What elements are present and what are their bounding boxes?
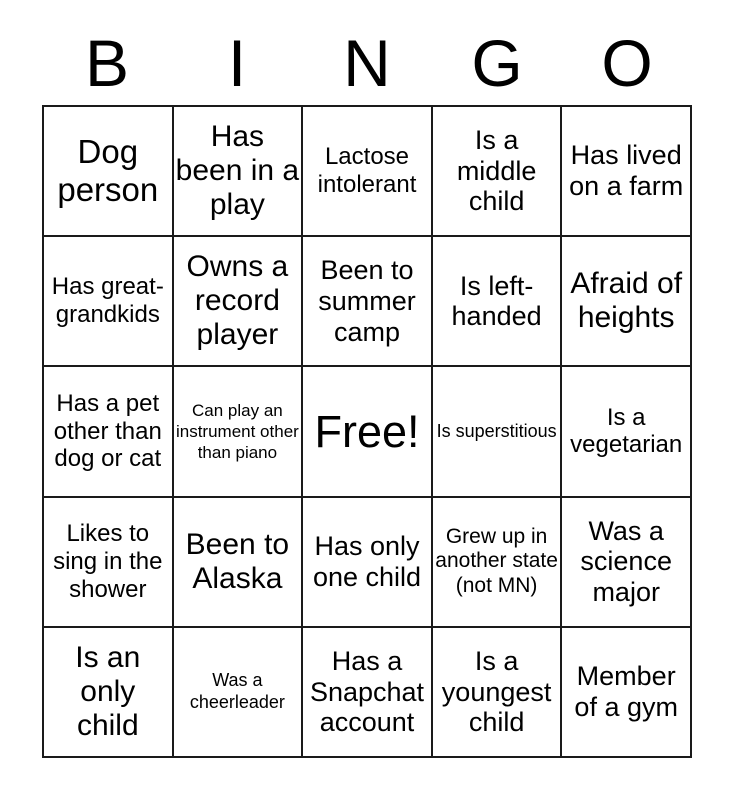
bingo-cell-label: Is a vegetarian — [570, 403, 683, 459]
bingo-cell-label: Has only one child — [312, 530, 422, 592]
bingo-cell[interactable] — [303, 237, 433, 367]
bingo-header-letter-4: O — [601, 26, 653, 100]
bingo-cell-label: Has great-grandkids — [51, 273, 164, 329]
bingo-cell[interactable] — [303, 498, 433, 628]
bingo-cell[interactable] — [433, 107, 563, 237]
bingo-cell[interactable] — [562, 628, 692, 758]
bingo-cell[interactable] — [562, 498, 692, 628]
bingo-cell-label: Can play an instrument other than piano — [175, 400, 299, 463]
bingo-header-letter-3: G — [471, 26, 523, 100]
bingo-cell[interactable] — [44, 367, 174, 497]
bingo-cell[interactable] — [562, 107, 692, 237]
bingo-cell-label: Is superstitious — [436, 420, 557, 441]
bingo-cell-label: Likes to sing in the shower — [53, 519, 163, 603]
bingo-cell[interactable] — [562, 367, 692, 497]
bingo-cell[interactable] — [174, 107, 304, 237]
bingo-cell-label: Dog person — [57, 133, 159, 209]
bingo-cell-label: Lactose intolerant — [317, 143, 417, 199]
bingo-cell-label: Member of a gym — [574, 661, 678, 722]
bingo-cell[interactable] — [433, 628, 563, 758]
bingo-cell[interactable] — [44, 107, 174, 237]
bingo-cell-label: Grew up in another state (not MN) — [435, 524, 558, 598]
bingo-cell[interactable] — [433, 367, 563, 497]
bingo-cell-label: Owns a record player — [186, 250, 289, 352]
bingo-cell[interactable] — [174, 367, 304, 497]
bingo-cell-label: Has a Snapchat account — [309, 645, 425, 738]
bingo-cell[interactable] — [174, 237, 304, 367]
bingo-cell-label: Been to summer camp — [318, 255, 416, 347]
bingo-cell-label: Is a youngest child — [441, 645, 552, 738]
bingo-free-space-cell[interactable] — [303, 367, 433, 497]
bingo-cell[interactable] — [44, 628, 174, 758]
bingo-header-letter-2: N — [343, 26, 391, 100]
bingo-cell[interactable] — [44, 498, 174, 628]
bingo-cell-label: Has lived on a farm — [569, 140, 684, 202]
bingo-cell[interactable] — [303, 628, 433, 758]
bingo-free-space-label: Free! — [314, 405, 420, 457]
bingo-cell-label: Is a middle child — [456, 124, 537, 217]
bingo-cell[interactable] — [433, 237, 563, 367]
bingo-header — [42, 22, 692, 104]
bingo-cell[interactable] — [562, 237, 692, 367]
bingo-cell[interactable] — [44, 237, 174, 367]
bingo-cell[interactable] — [174, 498, 304, 628]
bingo-cell-label: Has been in a play — [175, 119, 300, 222]
bingo-cell-label: Is an only child — [75, 640, 141, 742]
bingo-header-letter-1: I — [227, 26, 247, 100]
bingo-cell-label: Has a pet other than dog or cat — [53, 389, 162, 473]
bingo-cell[interactable] — [303, 107, 433, 237]
bingo-cell-label: Was a cheerleader — [189, 669, 285, 712]
bingo-cell-label: Is left-handed — [451, 270, 542, 332]
bingo-cell-label: Been to Alaska — [185, 527, 290, 595]
bingo-cell[interactable] — [433, 498, 563, 628]
bingo-cell-label: Was a science major — [580, 515, 672, 608]
bingo-header-letter-0: B — [84, 26, 130, 100]
bingo-cell-label: Afraid of heights — [570, 267, 683, 335]
bingo-grid — [42, 105, 692, 758]
bingo-cell[interactable] — [174, 628, 304, 758]
